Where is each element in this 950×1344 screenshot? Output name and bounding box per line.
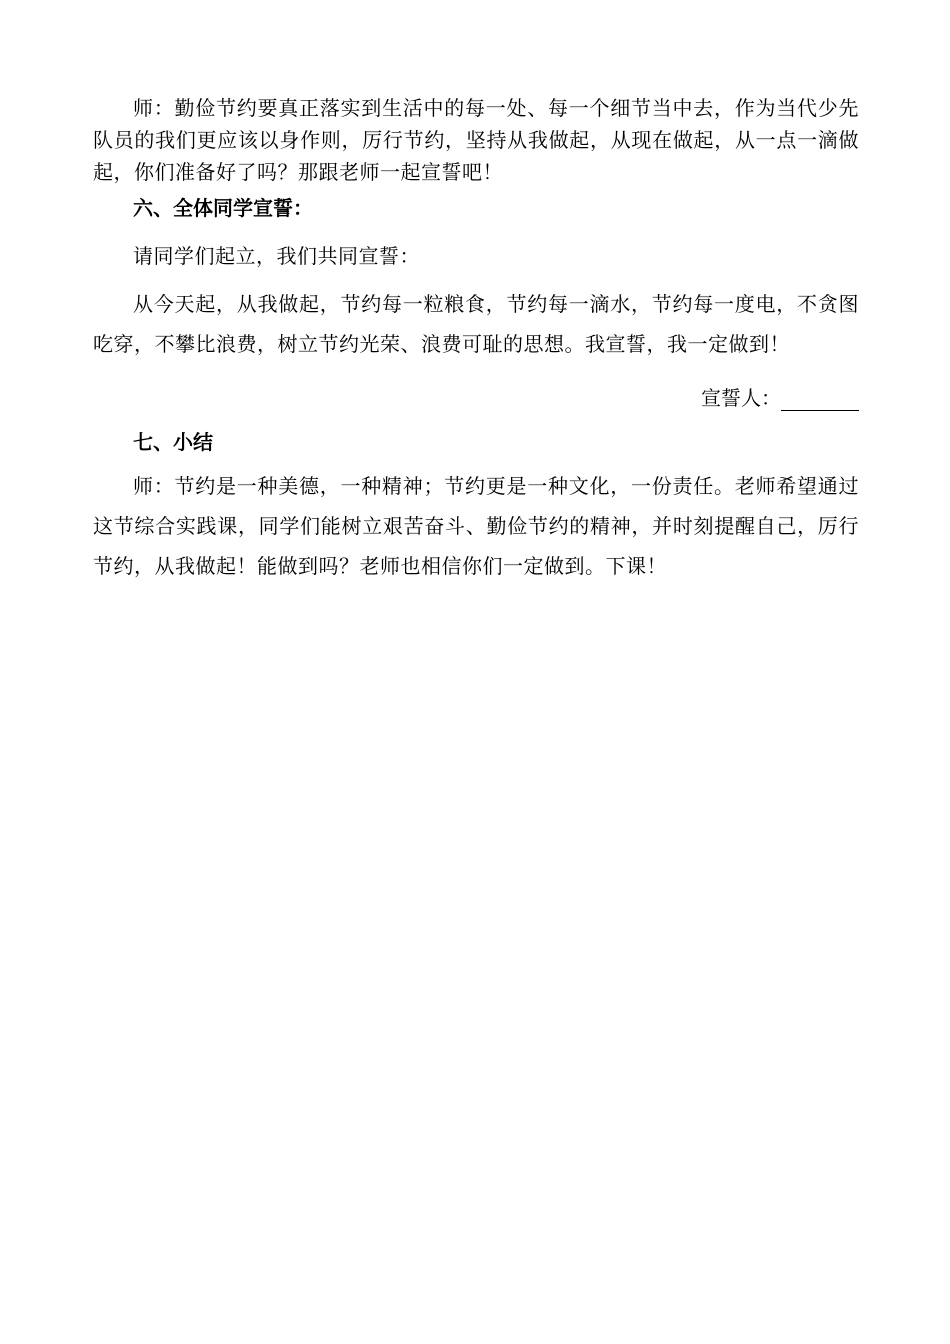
document-page: [93, 92, 859, 586]
oath-paragraph: 从今天起，从我做起，节约每一粒粮食，节约每一滴水，节约每一度电，不贪图吃穿，不攀比浪费，树立节约光荣、浪费可耻的思想。我宣誓，我一定做到！: [93, 292, 859, 356]
stand-up-paragraph: 请同学们起立，我们共同宣誓：: [133, 244, 420, 268]
signature-label: 宣誓人：: [701, 386, 781, 410]
teacher-intro-paragraph: 师：勤俭节约要真正落实到生活中的每一处、每一个细节当中去，作为当代少先队员的我们更应该以身作则，厉行节约，坚持从我做起，从现在做起，从一点一滴做起，你们准备好了吗？那跟老师一起宣誓吧！: [93, 96, 859, 184]
section-six-heading: 六、全体同学宣誓：: [133, 196, 313, 220]
summary-paragraph: 师：节约是一种美德，一种精神；节约更是一种文化，一份责任。老师希望通过这节综合实践课，同学们能树立艰苦奋斗、勤俭节约的精神，并时刻提醒自己，厉行节约，从我做起！能做到吗？老师也相信你们一定做到。下课！: [93, 474, 859, 578]
signature-blank: [781, 388, 859, 411]
section-seven-heading: 七、小结: [133, 430, 213, 454]
signature-line: [93, 364, 859, 418]
